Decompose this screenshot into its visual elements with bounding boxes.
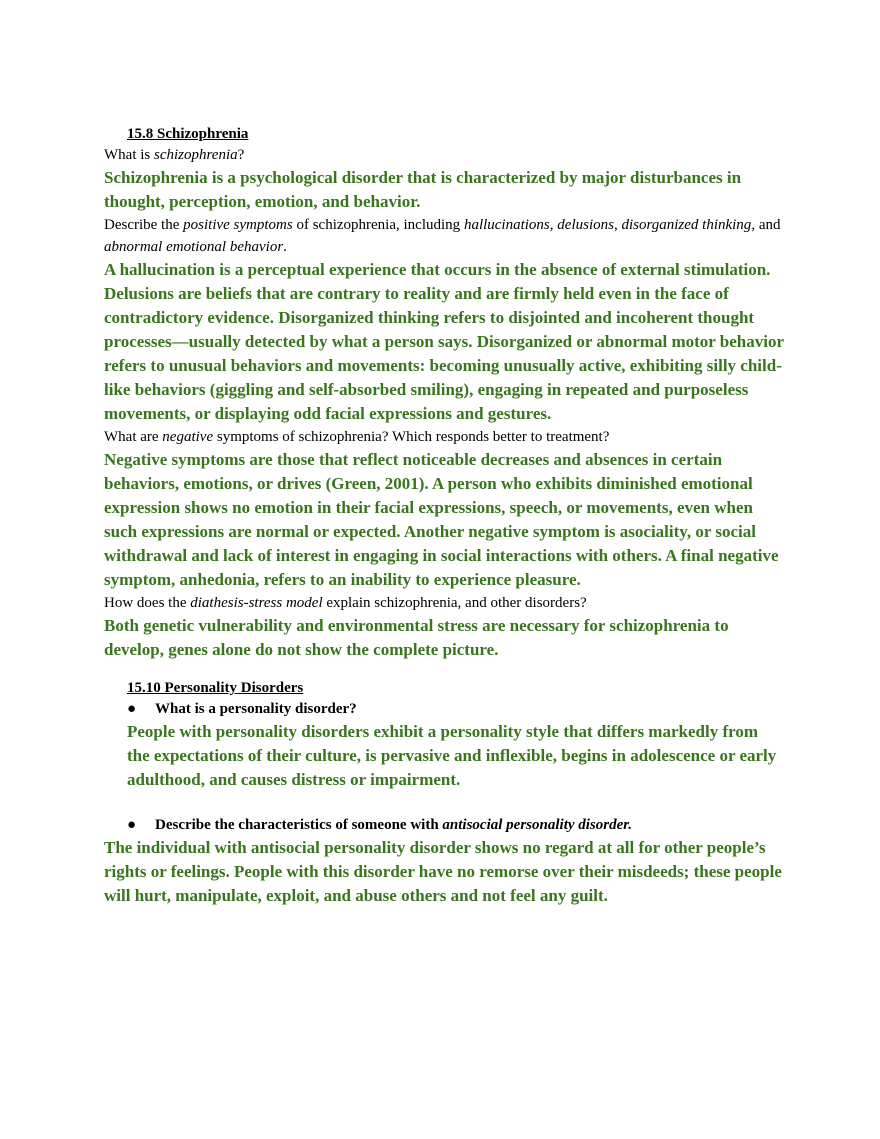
answer-positive-symptoms: A hallucination is a perceptual experience that occurs in the absence of external stimulation. Delusions are beliefs that are contrary to reality and are firmly held even in the face of contradictory evidence. Disorganized thinking refers to disjointed and incoherent thought processes—usually detected by what a person says. Disorganized or abnormal motor behavior refers to unusual behaviors and movements: becoming unusually active, exhibiting silly child-like behaviors (giggling and self-absorbed smiling), engaging in repeated and purposeless movements, or displaying odd facial expressions and gestures. bbox=[104, 260, 784, 423]
question-text: ? bbox=[237, 147, 245, 163]
question-negative-symptoms bbox=[104, 426, 784, 448]
question-term: delusions bbox=[557, 217, 614, 233]
question-text: , and bbox=[751, 217, 781, 233]
question-text: What is a personality disorder? bbox=[155, 701, 357, 717]
question-term: hallucinations bbox=[463, 217, 550, 233]
bullet-icon: ● bbox=[127, 817, 137, 833]
bullet-question-antisocial bbox=[127, 814, 784, 836]
section-heading-schizophrenia: 15.8 Schizophrenia bbox=[127, 126, 249, 142]
answer-antisocial: The individual with antisocial personality disorder shows no regard at all for other people’s rights or feelings. People with this disorder have no remorse over their misdeeds; these people will hurt, manipulate, exploit, and abuse others and not feel any guilt. bbox=[104, 838, 782, 905]
question-text: Describe the characteristics of someone with bbox=[155, 817, 443, 833]
spacer bbox=[104, 662, 784, 678]
question-term: antisocial personality disorder. bbox=[442, 817, 633, 833]
question-text: What is bbox=[104, 147, 154, 163]
answer-negative-symptoms: Negative symptoms are those that reflect noticeable decreases and absences in certain behaviors, emotions, or drives (Green, 2001). A person who exhibits diminished emotional expression shows no emotion in their facial expressions, speech, or movements, even when such expressions are normal or expected. Another negative symptom is asociality, or social withdrawal and lack of interest in engaging in social interactions with others. A final negative symptom, anhedonia, refers to an inability to experience pleasure. bbox=[104, 450, 779, 589]
question-text: What are bbox=[104, 429, 163, 445]
document-content bbox=[104, 124, 784, 908]
question-what-is-schizophrenia bbox=[104, 144, 784, 166]
question-diathesis-stress bbox=[104, 592, 784, 614]
answer-diathesis-stress: Both genetic vulnerability and environmental stress are necessary for schizophrenia to develop, genes alone do not show the complete picture. bbox=[104, 616, 729, 659]
question-text: symptoms of schizophrenia? Which responds better to treatment? bbox=[213, 429, 610, 445]
question-text: , bbox=[549, 217, 558, 233]
question-text: , bbox=[613, 217, 622, 233]
answer-personality-disorder: People with personality disorders exhibit a personality style that differs markedly from the expectations of their culture, is pervasive and inflexible, begins in adolescence or early adulthood, and causes distress or impairment. bbox=[127, 722, 777, 789]
question-text: How does the bbox=[104, 595, 191, 611]
section-heading-personality-disorders: 15.10 Personality Disorders bbox=[127, 680, 304, 696]
answer-what-is-schizophrenia: Schizophrenia is a psychological disorder that is characterized by major disturbances in thought, perception, emotion, and behavior. bbox=[104, 168, 742, 211]
question-term: positive symptoms bbox=[183, 217, 293, 233]
question-text: . bbox=[283, 239, 287, 255]
question-term: schizophrenia bbox=[154, 147, 238, 163]
question-text: of schizophrenia, including bbox=[292, 217, 464, 233]
question-term: disorganized thinking bbox=[621, 217, 752, 233]
question-term: negative bbox=[162, 429, 214, 445]
bullet-question-personality-disorder bbox=[127, 698, 784, 720]
bullet-icon: ● bbox=[127, 701, 137, 717]
question-text: explain schizophrenia, and other disorders? bbox=[322, 595, 587, 611]
question-term: abnormal emotional behavior bbox=[104, 239, 284, 255]
question-positive-symptoms bbox=[104, 214, 784, 258]
question-text: Describe the bbox=[104, 217, 184, 233]
question-term: diathesis-stress model bbox=[190, 595, 323, 611]
spacer bbox=[104, 792, 784, 814]
